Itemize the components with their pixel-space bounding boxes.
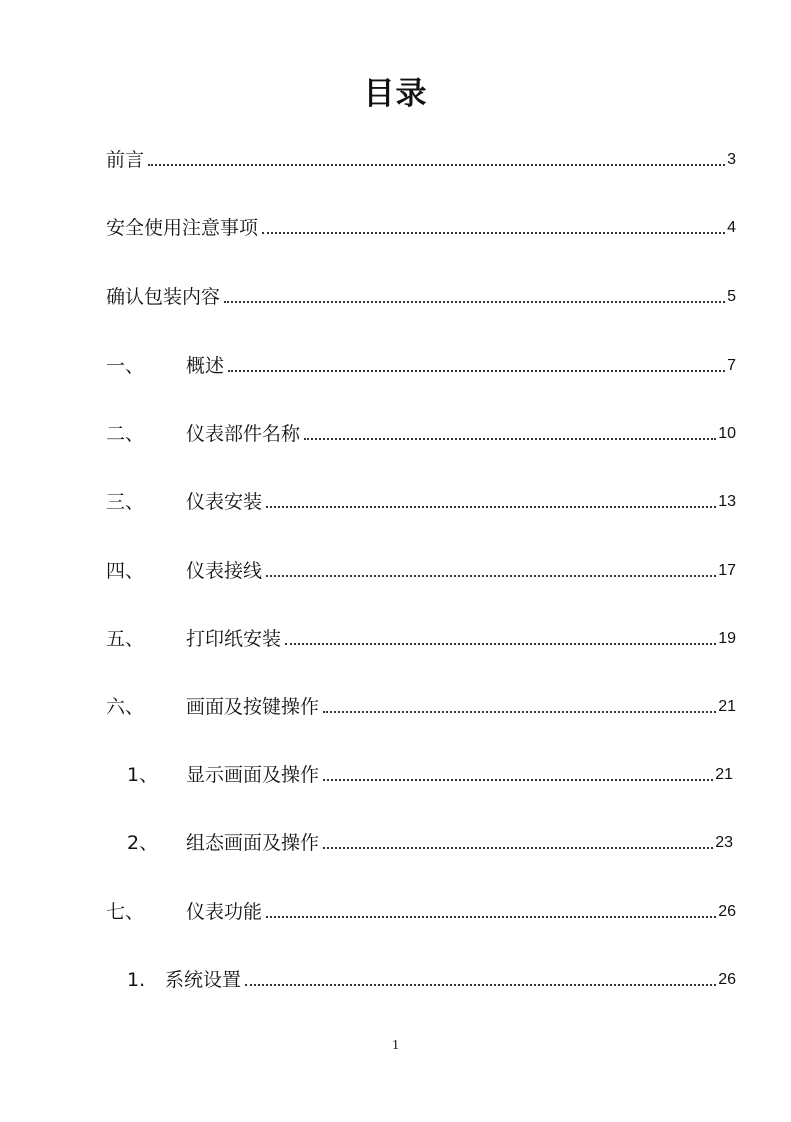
- toc-entry-label: 仪表功能: [186, 901, 263, 923]
- toc-entry-page: 21: [715, 766, 733, 783]
- toc-entry-label: 安全使用注意事项: [106, 217, 259, 239]
- dot-leader: [323, 847, 713, 849]
- toc-entry-label: 显示画面及操作: [186, 764, 320, 786]
- toc-entry-chapter-6[interactable]: [106, 693, 736, 721]
- toc-entry-chapter-2[interactable]: [106, 420, 736, 448]
- toc-entry-package[interactable]: [106, 283, 736, 311]
- dot-leader: [323, 711, 716, 713]
- dot-leader: [304, 438, 716, 440]
- dot-leader: [224, 301, 725, 303]
- toc-entry-number: 一、: [106, 355, 145, 377]
- toc-entry-page: 5: [727, 288, 736, 305]
- toc-title: 目录: [363, 76, 428, 112]
- toc-entry-safety[interactable]: [106, 214, 736, 242]
- toc-entry-label: 组态画面及操作: [186, 832, 320, 854]
- dot-leader: [266, 506, 716, 508]
- toc-entry-page: 21: [718, 698, 736, 715]
- dot-leader: [285, 643, 716, 645]
- toc-entry-label: 概述: [186, 355, 225, 377]
- toc-entry-label: 系统设置: [165, 969, 242, 991]
- toc-entry-chapter-7[interactable]: [106, 898, 736, 926]
- toc-entry-number: 四、: [106, 560, 145, 582]
- dot-leader: [245, 984, 716, 986]
- toc-entry-label: 确认包装内容: [106, 286, 221, 308]
- toc-entry-page: 3: [727, 151, 736, 168]
- toc-entry-page: 10: [718, 425, 736, 442]
- toc-entry-number: 六、: [106, 696, 145, 718]
- toc-entry-page: 17: [718, 562, 736, 579]
- toc-entry-label: 仪表接线: [186, 560, 263, 582]
- toc-entry-section-7-1[interactable]: [127, 966, 736, 994]
- toc-entry-chapter-4[interactable]: [106, 557, 736, 585]
- toc-entry-label: 打印纸安装: [186, 628, 282, 650]
- toc-entry-label: 前言: [106, 149, 145, 171]
- dot-leader: [228, 370, 725, 372]
- toc-entry-number: 1、: [127, 764, 159, 786]
- toc-entry-page: 26: [718, 903, 736, 920]
- dot-leader: [323, 779, 713, 781]
- toc-entry-page: 13: [718, 493, 736, 510]
- dot-leader: [266, 916, 716, 918]
- dot-leader: [262, 232, 725, 234]
- toc-entry-number: 三、: [106, 491, 145, 513]
- toc-entry-label: 仪表安装: [186, 491, 263, 513]
- toc-entry-number: 2、: [127, 832, 159, 854]
- toc-entry-page: 19: [718, 630, 736, 647]
- toc-entry-chapter-3[interactable]: [106, 488, 736, 516]
- toc-entry-page: 7: [727, 357, 736, 374]
- dot-leader: [266, 575, 716, 577]
- toc-entry-number: 七、: [106, 901, 145, 923]
- toc-entry-label: 画面及按键操作: [186, 696, 320, 718]
- toc-entry-label: 仪表部件名称: [186, 423, 301, 445]
- toc-entry-page: 23: [715, 834, 733, 851]
- toc-entry-chapter-1[interactable]: [106, 352, 736, 380]
- toc-entry-number: 二、: [106, 423, 145, 445]
- toc-entry-page: 4: [727, 219, 736, 236]
- page-number: 1: [392, 1038, 399, 1053]
- toc-entry-number: 1.: [127, 969, 146, 991]
- toc-entry-section-6-2[interactable]: [127, 829, 733, 857]
- toc-entry-chapter-5[interactable]: [106, 625, 736, 653]
- toc-entry-number: 五、: [106, 628, 145, 650]
- toc-entry-section-6-1[interactable]: [127, 761, 733, 789]
- dot-leader: [148, 164, 725, 166]
- toc-entry-page: 26: [718, 971, 736, 988]
- toc-entry-preface[interactable]: [106, 146, 736, 174]
